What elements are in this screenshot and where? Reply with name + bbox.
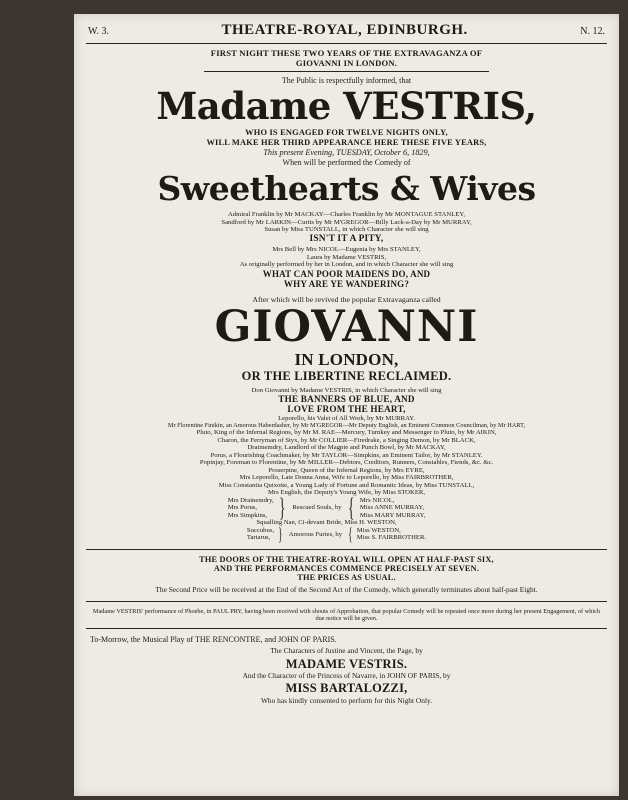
doors-notice: THE DOORS OF THE THEATRE-ROYAL WILL OPEN AT HALF-PAST SIX, xyxy=(199,554,494,564)
theatre-title: THEATRE-ROYAL, EDINBURGH. xyxy=(221,22,468,38)
comedy-title: Sweethearts & Wives xyxy=(157,169,536,209)
role: Mrs Drainemdry, xyxy=(227,496,274,504)
cast-line: Proserpine, Queen of the Infernal Regions, by Mrs EYRE, xyxy=(268,466,425,474)
group-label: Amorous Furies, by xyxy=(288,530,343,538)
song-title: LOVE FROM THE HEART, xyxy=(287,403,406,414)
cast-line: As originally performed by her in London, and in which Character she will sing xyxy=(239,261,454,269)
subtitle-line: FIRST NIGHT THESE TWO YEARS OF THE EXTRAVAGANZA OF xyxy=(210,48,483,58)
role: Mrs Simpkins, xyxy=(227,511,268,519)
actor: Miss ANNE MURRAY, xyxy=(359,504,425,512)
rule xyxy=(86,43,607,44)
brace: { xyxy=(348,492,355,522)
tomorrow-star: MADAME VESTRIS. xyxy=(285,656,408,671)
role: Tartarus, xyxy=(246,534,271,542)
brace: } xyxy=(278,492,286,522)
cast-line: Squalling Nan, Ci-devant Bride, Miss H. WESTON, xyxy=(256,519,397,527)
engaged-line: WHO IS ENGAGED FOR TWELVE NIGHTS ONLY, xyxy=(245,128,448,138)
playbill-content xyxy=(84,22,609,788)
actor: Miss S. FAIRBROTHER. xyxy=(356,534,427,542)
cast-line: Draimemdry, Landlord of the Magpie and Punch Bowl, by Mr MACKAY, xyxy=(247,444,446,452)
cast-line: Mrs English, the Deputy's Young Wife, by Miss STOKER, xyxy=(267,489,426,497)
rule xyxy=(86,601,607,602)
actor: Miss WESTON, xyxy=(356,526,401,534)
tomorrow-line: And the Character of the Princess of Navarre, in JOHN OF PARIS, by xyxy=(242,671,451,680)
intro-text: The Public is respectfully informed, that xyxy=(281,76,412,86)
doors-notice: AND THE PERFORMANCES COMMENCE PRECISELY AT SEVEN. xyxy=(213,564,480,574)
brace: { xyxy=(348,524,353,545)
engaged-line: WILL MAKE HER THIRD APPEARANCE HERE THESE FIVE YEARS, xyxy=(206,137,487,147)
header-right: N. 12. xyxy=(580,26,605,37)
cast-line: Sandford by Mr LARKIN—Curtis by Mr M'GREGOR—Billy Lack-a-Day by Mr MURRAY, xyxy=(221,218,472,226)
cast-line: Admiral Franklin by Mr MACKAY—Charles Franklin by Mr MONTAGUE STANLEY, xyxy=(227,211,466,219)
second-price-notice: The Second Price will be received at the End of the Second Act of the Comedy, which generally terminates about half-past Eight. xyxy=(155,584,538,594)
header-left: W. 3. xyxy=(88,26,110,37)
cast-line: Charon, the Ferryman of Styx, by Mr COLLIER—Firedrake, a Singing Demon, by Mr BLACK, xyxy=(217,436,476,444)
tomorrow-line: Who has kindly consented to perform for this Night Only. xyxy=(260,695,433,705)
extravaganza-intro: After which will be revived the popular Extravaganza called xyxy=(252,294,441,304)
cast-line: Porus, a Flourishing Coachmaker, by Mr TAYLOR—Simpkins, an Eminent Tailor, by Mr STANLEY. xyxy=(210,451,483,459)
cast-line: Susan by Miss TUNSTALL, in which Character she will sing xyxy=(264,226,429,234)
song-title: ISN'T IT A PITY, xyxy=(309,233,384,244)
playbill-sheet xyxy=(74,14,619,796)
brace: } xyxy=(278,524,283,545)
paul-pry-notice: Madame VESTRIS' performance of Phoebe, in PAUL PRY, having been received with shouts of Approbation, that popular Comedy will be repeated once more during her present Engagement, of which due notice will be given. xyxy=(92,607,601,622)
extravaganza-title: GIOVANNI xyxy=(214,302,479,353)
tomorrow-line: The Characters of Justine and Vincent, the Page, by xyxy=(270,646,423,656)
cast-line: Don Giovanni by Madame VESTRIS, in which Character she will sing xyxy=(251,386,442,394)
amorous-furies xyxy=(74,524,609,545)
cast-line: Popinjay, Foreman to Florentine, by Mr MILLER—Debtors, Creditors, Runners, Constables, Fiends, &c. &c. xyxy=(199,459,494,467)
doors-notice: THE PRICES AS USUAL. xyxy=(297,573,396,583)
comedy-intro: When will be performed the Comedy of xyxy=(282,158,411,168)
rule xyxy=(86,549,607,550)
cast-line: Mr Florentine Finikin, an Amorous Haberdasher, by Mr M'GREGOR—Mr Deputy English, an Eminent Common Councilman, by Mr HART, xyxy=(167,422,526,430)
song-title: WHAT CAN POOR MAIDENS DO, AND xyxy=(262,268,431,279)
group-label: Rescued Souls, by xyxy=(292,504,342,512)
extravaganza-subtitle-2: OR THE LIBERTINE RECLAIMED. xyxy=(241,369,452,384)
actor: Miss MARY MURRAY, xyxy=(359,511,426,519)
date-line: This present Evening, TUESDAY, October 6, 1829, xyxy=(263,148,430,157)
cast-line: Leporello, his Valet of All Work, by Mr MURRAY. xyxy=(278,414,415,422)
actor: Mrs NICOL, xyxy=(359,496,395,504)
role: Mrs Porus, xyxy=(227,504,258,512)
rule xyxy=(204,71,489,72)
tomorrow-notice: To-Morrow, the Musical Play of THE RENCONTRE, and JOHN OF PARIS. xyxy=(90,635,337,645)
song-title: THE BANNERS OF BLUE, AND xyxy=(278,394,415,405)
rule xyxy=(86,628,607,629)
star-name: Madame VESTRIS, xyxy=(156,84,537,129)
cast-line: Laura by Madame VESTRIS, xyxy=(306,253,387,261)
extravaganza-subtitle: IN LONDON, xyxy=(294,350,399,370)
cast-line: Pluto, King of the Infernal Regions, by Mr M. RAE—Mercury, Turnkey and Messenger to Pluto, by Mr AIKIN, xyxy=(196,429,497,437)
header xyxy=(88,22,605,39)
subtitle-line: GIOVANNI IN LONDON. xyxy=(295,57,398,68)
song-title: WHY ARE YE WANDERING? xyxy=(283,278,410,289)
role: Succubus, xyxy=(246,526,275,534)
cast-line: Mrs Leporello, Late Donna Anna, Wife to Leporello, by Miss FAIRBROTHER, xyxy=(239,474,454,482)
cast-line: Miss Constantia Quixotte, a Young Lady of Fortune and Romantic Ideas, by Miss TUNSTALL, xyxy=(218,481,475,489)
tomorrow-star-2: MISS BARTALOZZI, xyxy=(285,681,408,696)
cast-line: Mrs Bell by Mrs NICOL—Eugenia by Mrs STANLEY, xyxy=(272,246,421,254)
